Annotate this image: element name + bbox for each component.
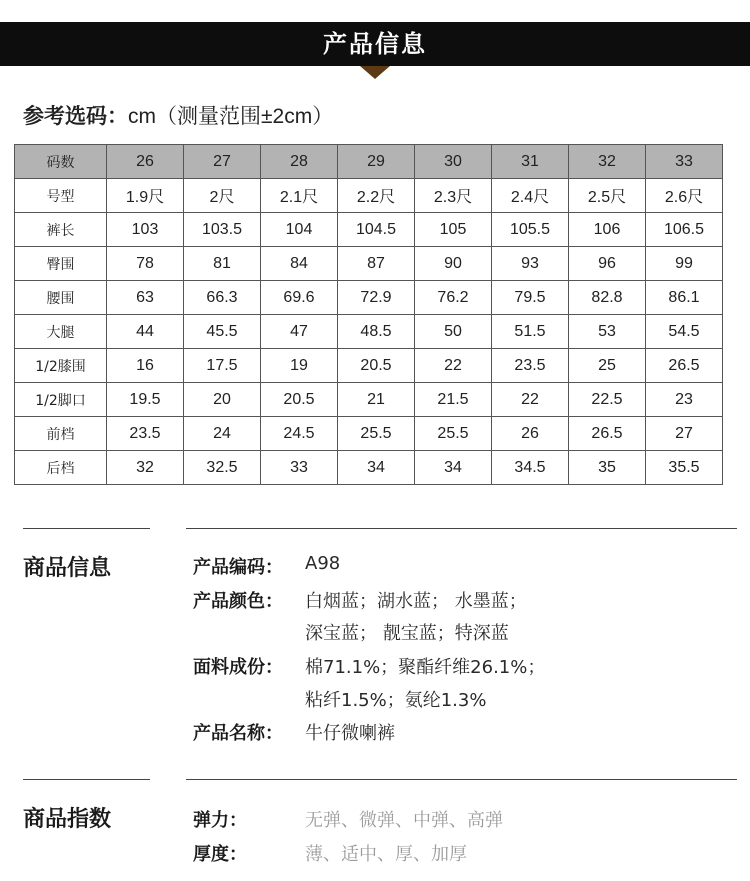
fabric-composition-line2: 粘纤1.5%；氨纶1.3% [305,690,487,711]
table-row [15,451,723,485]
table-cell: 106.5 [646,213,723,247]
table-cell: 66.3 [184,281,261,315]
fabric-composition-line1: 棉71.1%；聚酯纤维26.1%； [305,657,546,678]
table-cell: 54.5 [646,315,723,349]
table-cell: 90 [415,247,492,281]
table-cell: 82.8 [569,281,646,315]
product-name-label: 产品名称： [193,723,283,744]
table-row [15,315,723,349]
table-cell: 84 [261,247,338,281]
table-cell: 51.5 [492,315,569,349]
table-cell: 105 [415,213,492,247]
table-cell: 23 [646,383,723,417]
table-cell: 2.1尺 [261,179,338,213]
table-cell: 47 [261,315,338,349]
table-cell: 106 [569,213,646,247]
table-cell: 87 [338,247,415,281]
table-row [15,383,723,417]
size-header-cell: 28 [261,145,338,179]
table-cell: 1.9尺 [107,179,184,213]
table-cell: 23.5 [107,417,184,451]
elasticity-label: 弹力： [193,810,247,831]
table-cell: 63 [107,281,184,315]
table-cell: 16 [107,349,184,383]
table-cell: 17.5 [184,349,261,383]
table-cell: 35 [569,451,646,485]
table-cell: 2.4尺 [492,179,569,213]
table-cell: 105.5 [492,213,569,247]
row-label: 1/2脚口 [15,383,107,417]
table-cell: 72.9 [338,281,415,315]
table-row [15,349,723,383]
table-cell: 24 [184,417,261,451]
table-cell: 26.5 [569,417,646,451]
table-row [15,179,723,213]
size-header-cell: 27 [184,145,261,179]
section-divider [186,528,737,529]
table-cell: 48.5 [338,315,415,349]
product-color-value-line2: 深宝蓝； 靓宝蓝；特深蓝 [305,623,509,644]
table-cell: 19.5 [107,383,184,417]
table-cell: 21.5 [415,383,492,417]
table-cell: 2.3尺 [415,179,492,213]
size-header-cell: 31 [492,145,569,179]
table-cell: 99 [646,247,723,281]
table-cell: 20.5 [338,349,415,383]
product-code-value: A98 [305,553,341,574]
table-cell: 2.6尺 [646,179,723,213]
table-cell: 26.5 [646,349,723,383]
table-cell: 45.5 [184,315,261,349]
table-cell: 103.5 [184,213,261,247]
product-code-label: 产品编码： [193,557,283,578]
size-reference-value: cm（测量范围±2cm） [128,105,334,128]
row-label: 裤长 [15,213,107,247]
table-cell: 104.5 [338,213,415,247]
size-header-cell: 33 [646,145,723,179]
table-cell: 25 [569,349,646,383]
table-cell: 26 [492,417,569,451]
product-name-value: 牛仔微喇裤 [305,723,395,744]
table-cell: 25.5 [338,417,415,451]
table-cell: 32 [107,451,184,485]
table-cell: 44 [107,315,184,349]
table-cell: 2尺 [184,179,261,213]
row-label: 大腿 [15,315,107,349]
table-cell: 2.2尺 [338,179,415,213]
table-cell: 104 [261,213,338,247]
table-cell: 21 [338,383,415,417]
table-cell: 50 [415,315,492,349]
row-label: 号型 [15,179,107,213]
table-cell: 20 [184,383,261,417]
table-cell: 53 [569,315,646,349]
table-cell: 27 [646,417,723,451]
size-table [14,144,723,485]
fabric-composition-label: 面料成份： [193,657,283,678]
banner-notch [360,66,390,79]
table-cell: 32.5 [184,451,261,485]
size-reference-label: 参考选码： [23,104,128,128]
banner-title: 产品信息 [323,30,427,58]
table-cell: 24.5 [261,417,338,451]
row-label: 后档 [15,451,107,485]
table-cell: 2.5尺 [569,179,646,213]
product-color-value-line1: 白烟蓝；湖水蓝； 水墨蓝； [305,591,527,612]
table-cell: 34 [338,451,415,485]
table-cell: 22.5 [569,383,646,417]
row-label: 臀围 [15,247,107,281]
table-cell: 22 [415,349,492,383]
thickness-value: 薄、适中、厚、加厚 [305,844,467,865]
section-divider [23,779,150,780]
table-cell: 93 [492,247,569,281]
size-header-cell: 29 [338,145,415,179]
table-cell: 20.5 [261,383,338,417]
table-cell: 34.5 [492,451,569,485]
table-cell: 103 [107,213,184,247]
table-cell: 81 [184,247,261,281]
table-cell: 35.5 [646,451,723,485]
table-row [15,281,723,315]
elasticity-value: 无弹、微弹、中弹、高弹 [305,810,503,831]
table-row [15,247,723,281]
product-color-label: 产品颜色： [193,591,283,612]
table-row [15,417,723,451]
table-cell: 76.2 [415,281,492,315]
section-divider [23,528,150,529]
table-cell: 79.5 [492,281,569,315]
table-cell: 96 [569,247,646,281]
size-reference [23,100,333,130]
table-cell: 33 [261,451,338,485]
table-cell: 34 [415,451,492,485]
table-header-label: 码数 [15,145,107,179]
size-header-cell: 30 [415,145,492,179]
table-cell: 19 [261,349,338,383]
table-cell: 23.5 [492,349,569,383]
size-header-cell: 32 [569,145,646,179]
section-divider [186,779,737,780]
table-header-row [15,145,723,179]
thickness-label: 厚度： [193,844,247,865]
table-cell: 22 [492,383,569,417]
table-cell: 25.5 [415,417,492,451]
size-header-cell: 26 [107,145,184,179]
row-label: 1/2膝围 [15,349,107,383]
product-index-title: 商品指数 [23,807,112,832]
row-label: 前档 [15,417,107,451]
table-cell: 69.6 [261,281,338,315]
table-cell: 78 [107,247,184,281]
table-cell: 86.1 [646,281,723,315]
product-info-title: 商品信息 [23,556,112,581]
table-row [15,213,723,247]
row-label: 腰围 [15,281,107,315]
